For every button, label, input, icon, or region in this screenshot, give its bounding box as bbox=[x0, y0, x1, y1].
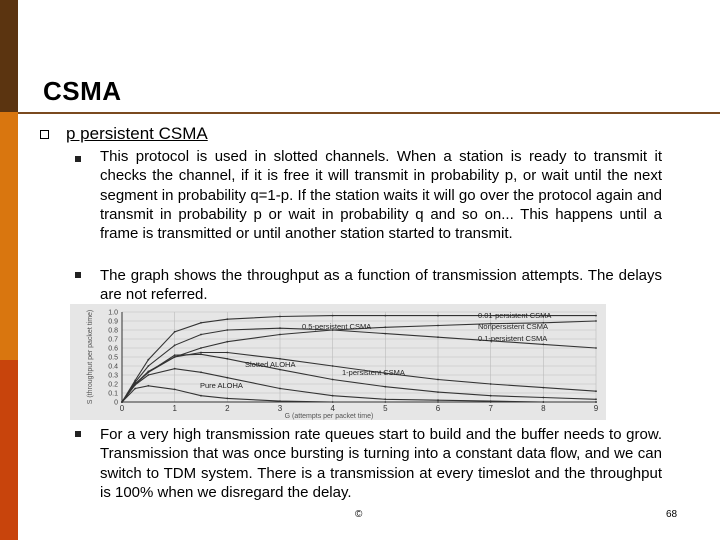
x-tick-label: 7 bbox=[488, 404, 493, 413]
series-point bbox=[147, 371, 149, 373]
x-tick-label: 1 bbox=[172, 404, 177, 413]
series-point bbox=[147, 385, 149, 387]
level1-heading: p persistent CSMA bbox=[66, 124, 208, 143]
series-point bbox=[174, 356, 176, 358]
series-point bbox=[147, 374, 149, 376]
series-point bbox=[384, 386, 386, 388]
series-point bbox=[226, 398, 228, 400]
series-point bbox=[332, 315, 334, 317]
series-point bbox=[332, 395, 334, 397]
y-tick-label: 1.0 bbox=[108, 309, 118, 317]
series-label: Nonpersistent CSMA bbox=[478, 322, 549, 331]
series-point bbox=[226, 341, 228, 343]
series-point bbox=[384, 398, 386, 400]
series-label: 0.01-persistent CSMA bbox=[478, 311, 552, 320]
title-divider bbox=[18, 112, 720, 114]
y-axis-label: S (throughput per packet time) bbox=[87, 309, 94, 405]
series-point bbox=[490, 395, 492, 397]
y-tick-label: 0.5 bbox=[108, 354, 118, 362]
throughput-chart bbox=[70, 304, 606, 420]
square-bullet-icon bbox=[75, 431, 81, 437]
series-point bbox=[595, 401, 597, 403]
series-label: 0.5-persistent CSMA bbox=[302, 322, 372, 331]
series-point bbox=[384, 315, 386, 317]
series-label: Pure ALOHA bbox=[200, 381, 243, 390]
series-label: Slotted ALOHA bbox=[245, 360, 296, 369]
series-point bbox=[542, 397, 544, 399]
x-tick-label: 5 bbox=[383, 404, 388, 413]
y-tick-label: 0.4 bbox=[108, 363, 118, 371]
bullet-text-3: For a very high transmission rate queues start to build and the buffer needs to grow. Transmission that was once bursting is turning into a constant data flow, and we can switch to TDM system. There is a transmission at every timeslot and the throughput is 100% when we disregard the delay. bbox=[100, 426, 662, 501]
series-point bbox=[279, 388, 281, 390]
series-point bbox=[437, 391, 439, 393]
series-point bbox=[542, 344, 544, 346]
series-point bbox=[174, 389, 176, 391]
series-point bbox=[279, 334, 281, 336]
series-point bbox=[437, 325, 439, 327]
series-point bbox=[437, 315, 439, 317]
series-point bbox=[200, 352, 202, 354]
sidebar-decoration bbox=[0, 0, 18, 540]
series-point bbox=[174, 331, 176, 333]
series-point bbox=[200, 347, 202, 349]
series-point bbox=[174, 344, 176, 346]
page-number: 68 bbox=[666, 509, 678, 520]
x-tick-label: 2 bbox=[225, 404, 230, 413]
sidebar-segment-top bbox=[0, 0, 18, 112]
y-tick-label: 0 bbox=[114, 399, 118, 407]
x-tick-label: 0 bbox=[119, 404, 125, 413]
x-tick-label: 4 bbox=[330, 404, 335, 413]
series-point bbox=[595, 398, 597, 400]
y-tick-label: 0.1 bbox=[108, 390, 118, 398]
square-bullet-icon bbox=[75, 156, 81, 162]
series-label: 0.1-persistent CSMA bbox=[478, 334, 548, 343]
series-point bbox=[200, 322, 202, 324]
series-point bbox=[226, 318, 228, 320]
series-point bbox=[332, 379, 334, 381]
series-point bbox=[384, 401, 386, 403]
series-point bbox=[174, 368, 176, 370]
series-point bbox=[332, 365, 334, 367]
y-tick-label: 0.6 bbox=[108, 345, 118, 353]
series-point bbox=[437, 399, 439, 401]
series-point bbox=[384, 326, 386, 328]
series-point bbox=[595, 390, 597, 392]
series-label: 1-persistent CSMA bbox=[342, 368, 405, 377]
copyright-mark: © bbox=[355, 509, 363, 520]
series-point bbox=[437, 336, 439, 338]
x-tick-label: 6 bbox=[435, 404, 441, 413]
slide-title: CSMA bbox=[43, 76, 122, 106]
series-point bbox=[174, 354, 176, 356]
series-point bbox=[279, 400, 281, 402]
series-point bbox=[595, 315, 597, 317]
series-point bbox=[226, 358, 228, 360]
series-point bbox=[226, 329, 228, 331]
y-tick-label: 0.3 bbox=[108, 372, 118, 380]
series-point bbox=[200, 371, 202, 373]
x-tick-label: 3 bbox=[277, 404, 283, 413]
x-axis-label: G (attempts per packet time) bbox=[284, 413, 374, 420]
y-tick-label: 0.8 bbox=[108, 327, 118, 335]
sidebar-segment-bottom bbox=[0, 360, 18, 540]
series-point bbox=[595, 320, 597, 322]
series-point bbox=[147, 359, 149, 361]
series-point bbox=[542, 387, 544, 389]
series-point bbox=[595, 347, 597, 349]
bullet-text-1: This protocol is used in slotted channels. When a station is ready to transmit it checks the channel, if it is free it will transmit in probability p, or wait until the next segment in probability q=1-p. If the station waits it will go over the protocol again and transmit in probability p or wait in probability q and so on... This happens until a frame is transmitted or until another station started to transmit. bbox=[100, 148, 662, 243]
series-point bbox=[226, 377, 228, 379]
sidebar-segment-middle bbox=[0, 112, 18, 360]
y-tick-label: 0.2 bbox=[108, 381, 118, 389]
series-point bbox=[200, 334, 202, 336]
series-point bbox=[384, 333, 386, 335]
series-point bbox=[121, 401, 123, 403]
series-point bbox=[490, 401, 492, 403]
bullet-text-2: The graph shows the throughput as a function of transmission attempts. The delays are not referred. bbox=[100, 267, 662, 304]
series-point bbox=[490, 383, 492, 385]
series-point bbox=[437, 401, 439, 403]
y-tick-label: 0.9 bbox=[108, 318, 118, 326]
x-tick-label: 9 bbox=[593, 404, 599, 413]
series-point bbox=[332, 401, 334, 403]
series-point bbox=[226, 352, 228, 354]
series-point bbox=[200, 353, 202, 355]
series-point bbox=[200, 395, 202, 397]
series-point bbox=[279, 327, 281, 329]
hollow-square-bullet-icon bbox=[40, 130, 49, 139]
square-bullet-icon bbox=[75, 272, 81, 278]
series-point bbox=[147, 365, 149, 367]
series-point bbox=[134, 384, 136, 386]
series-point bbox=[437, 379, 439, 381]
y-tick-label: 0.7 bbox=[108, 336, 118, 344]
x-tick-label: 8 bbox=[541, 404, 546, 413]
series-point bbox=[134, 388, 136, 390]
series-point bbox=[542, 401, 544, 403]
series-point bbox=[279, 316, 281, 318]
